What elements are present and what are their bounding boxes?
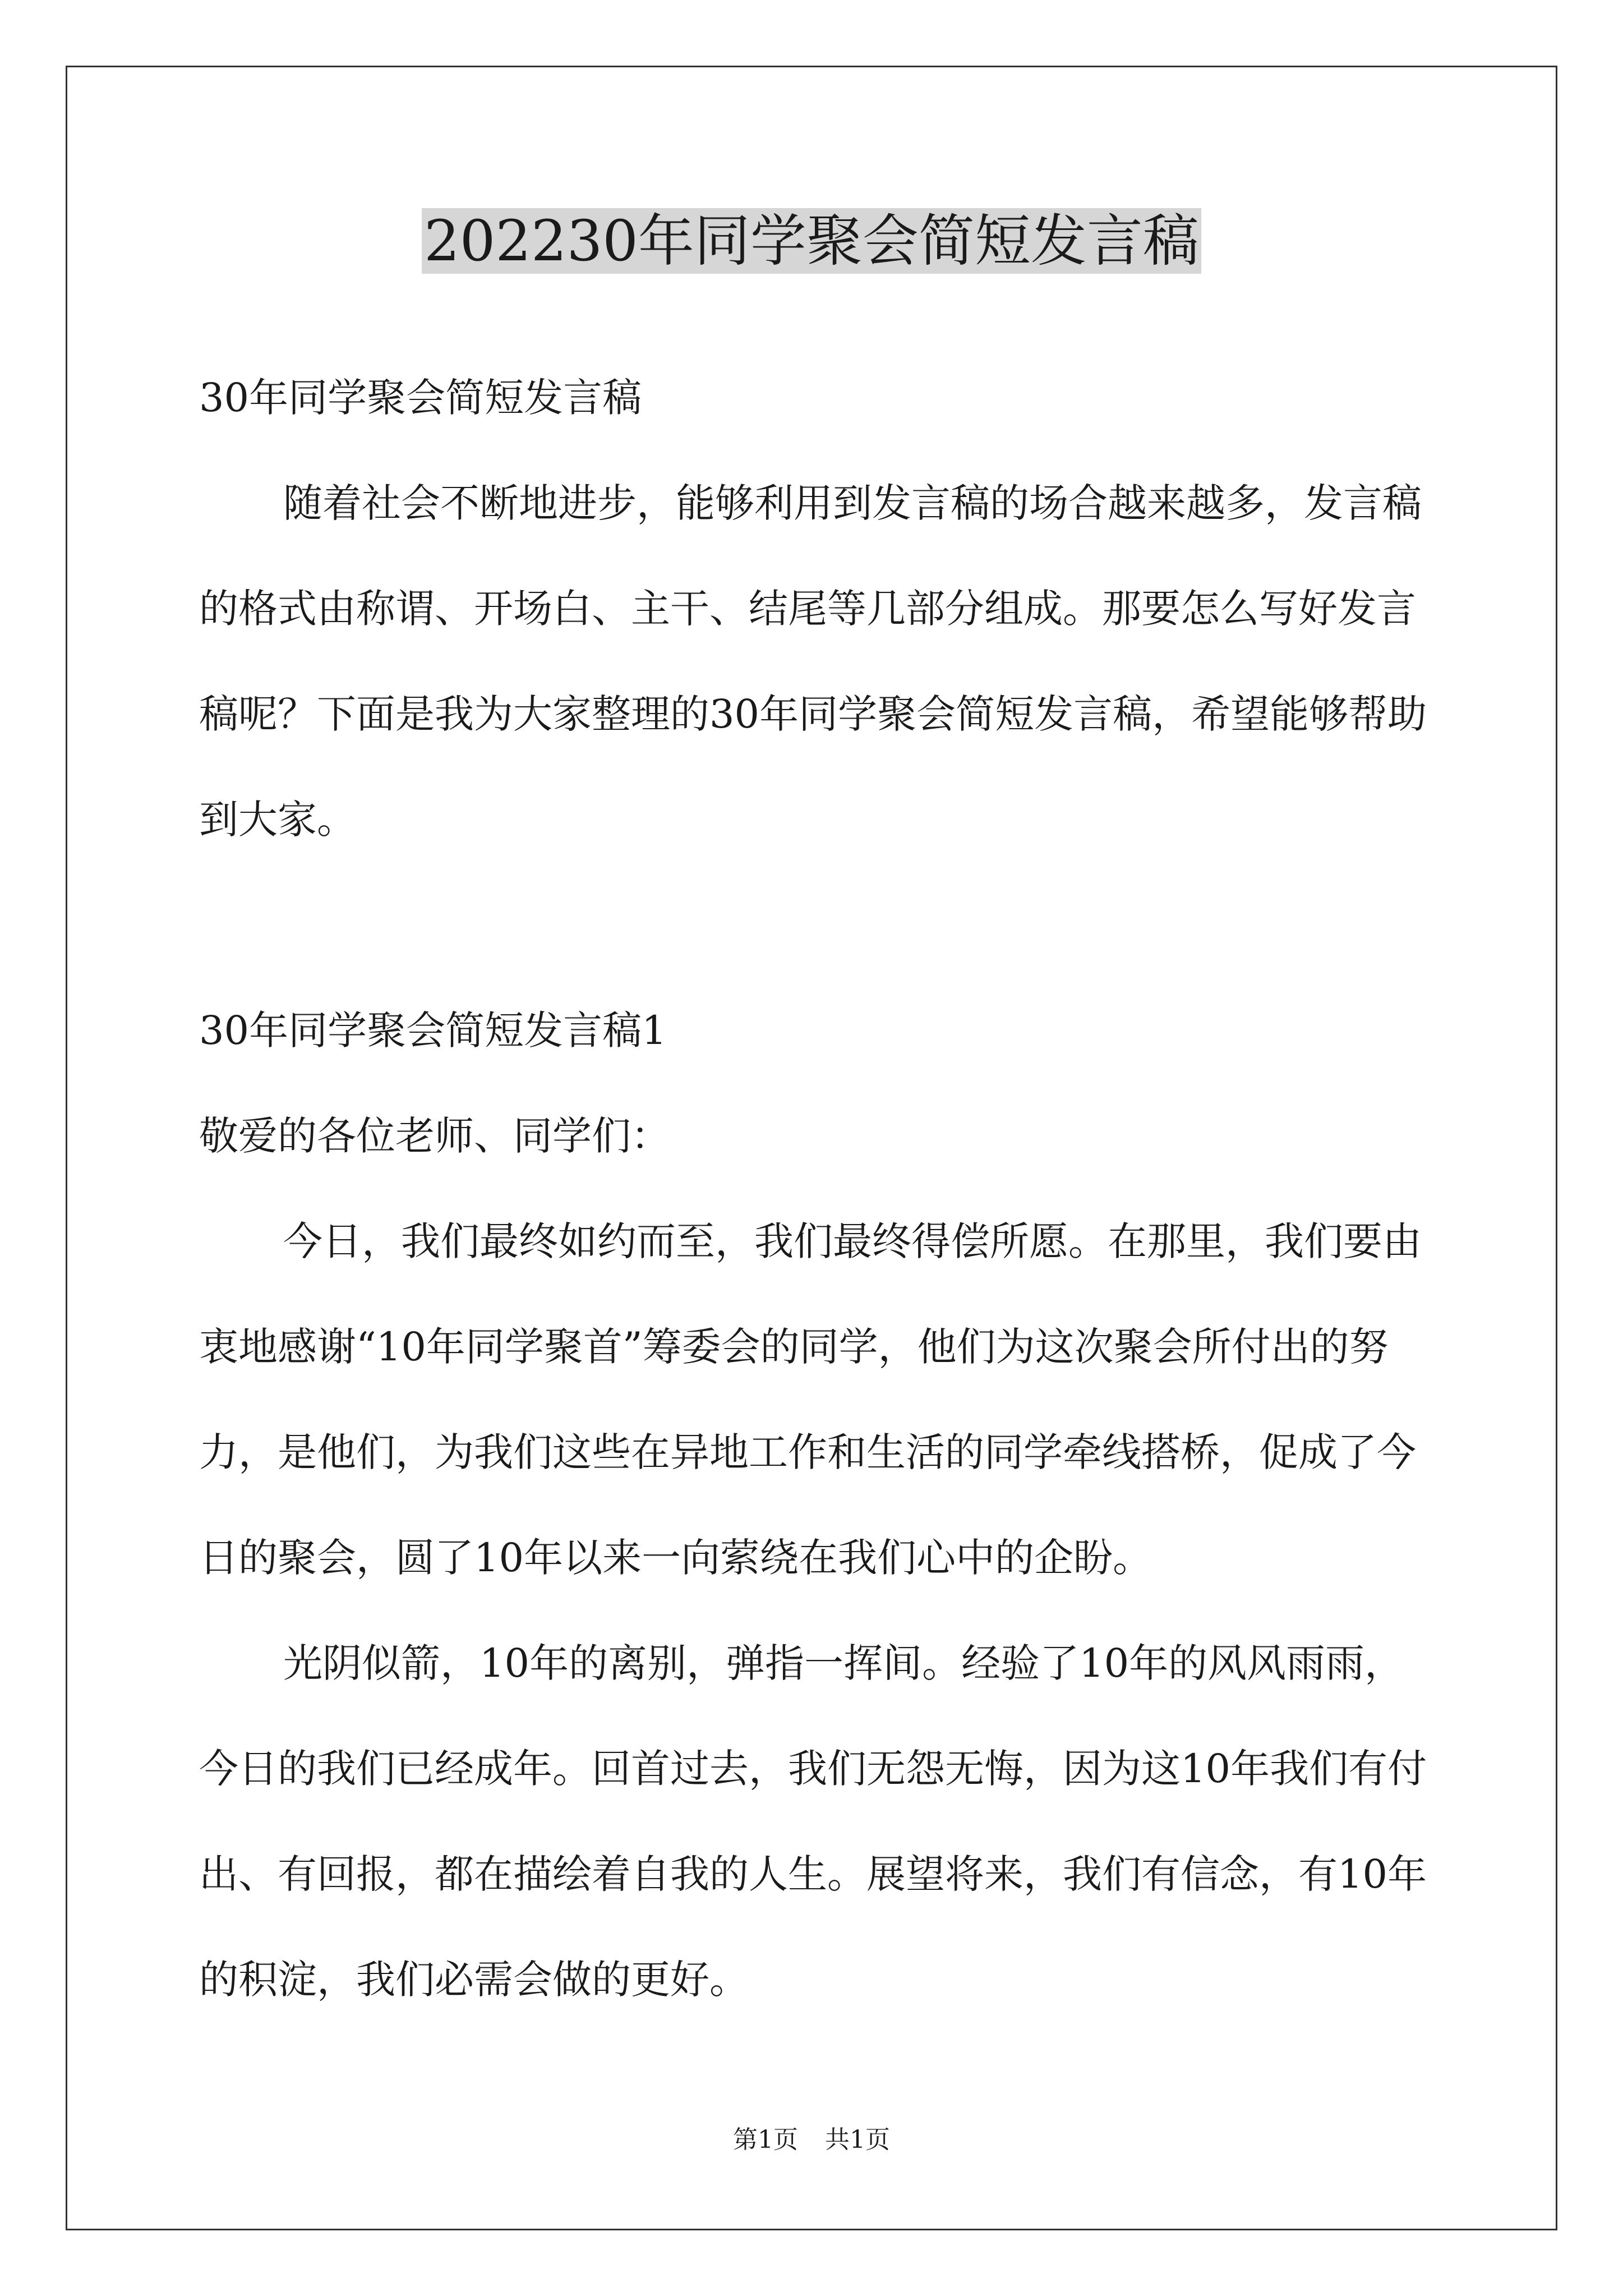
section-heading: 30年同学聚会简短发言稿1 (199, 1007, 667, 1053)
document-title: 202230年同学聚会简短发言稿 (422, 208, 1201, 274)
page-total: 共1页 (825, 2125, 890, 2154)
paragraph-spacer (199, 872, 1427, 978)
intro-paragraph: 随着社会不断地进步，能够利用到发言稿的场合越来越多，发言稿的格式由称谓、开场白、主干、结尾等几部分组成。那要怎么写好发言稿呢？下面是我为大家整理的30年同学聚会简短发言稿，希望能够帮助到大家。 (199, 480, 1427, 843)
document-title-block (0, 202, 1623, 280)
body-paragraph: 光阴似箭，10年的离别，弹指一挥间。经验了10年的风风雨雨，今日的我们已经成年。回首过去，我们无怨无悔，因为这10年我们有付出、有回报，都在描绘着自我的人生。展望将来，我们有信念，有10年的积淀，我们必需会做的更好。 (199, 1640, 1427, 2003)
body-paragraph: 今日，我们最终如约而至，我们最终得偿所愿。在那里，我们要由衷地感谢“10年同学聚首”筹委会的同学，他们为这次聚会所付出的努力，是他们，为我们这些在异地工作和生活的同学牵线搭桥，促成了今日的聚会，圆了10年以来一向萦绕在我们心中的企盼。 (199, 1218, 1422, 1581)
document-subtitle: 30年同学聚会简短发言稿 (199, 375, 642, 421)
page-footer (0, 2123, 1623, 2157)
salutation: 敬爱的各位老师、同学们： (199, 1113, 670, 1159)
page-number: 第1页 (733, 2125, 798, 2154)
document-body (199, 345, 1427, 2032)
